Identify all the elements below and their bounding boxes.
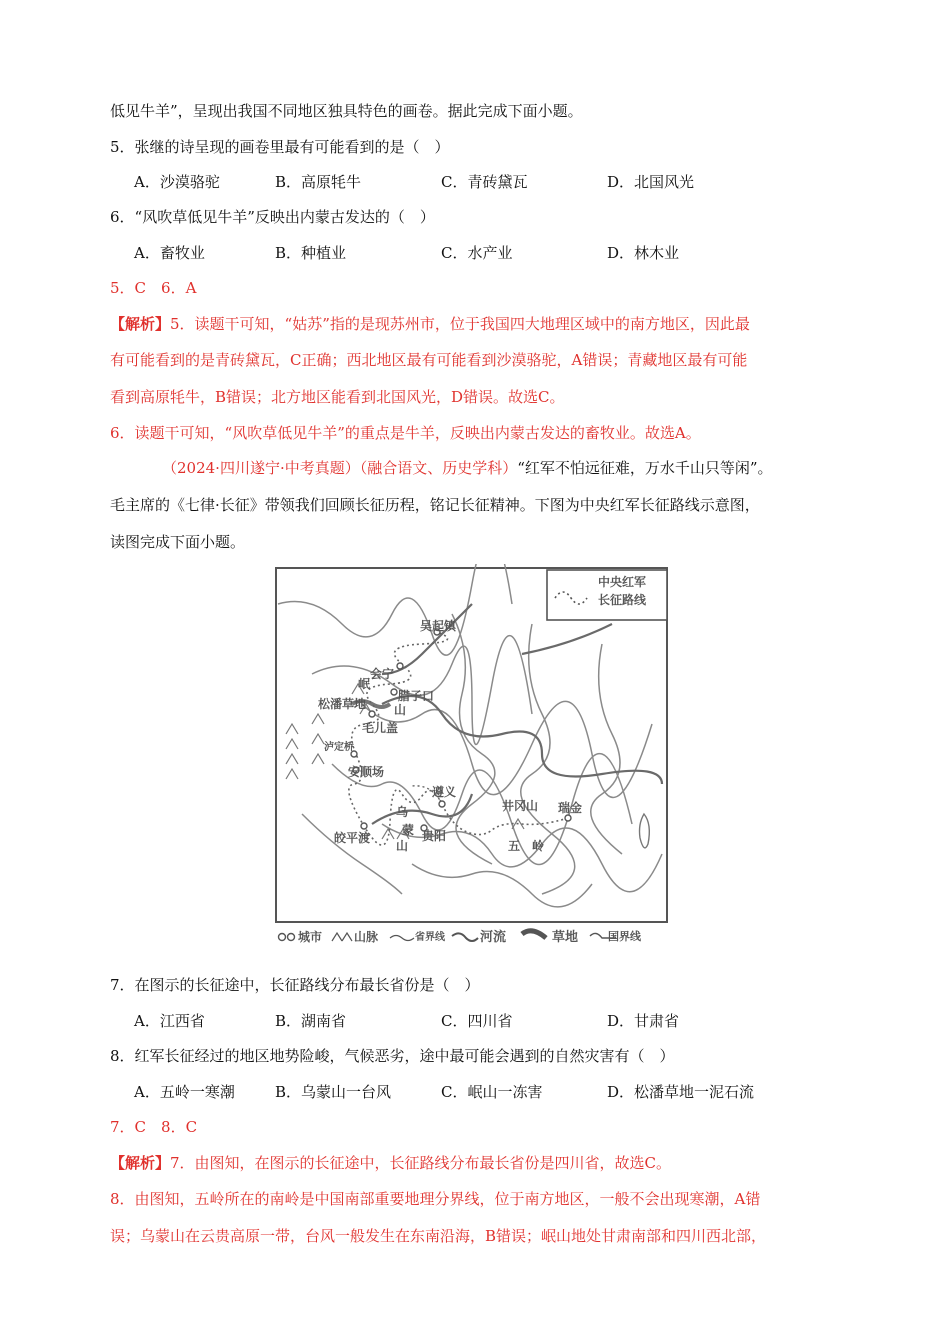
- q8-option-d: D．松潘草地一泥石流: [607, 1083, 755, 1101]
- q7-option-a: A．江西省: [134, 1012, 205, 1030]
- q5-option-a: A．沙漠骆驼: [134, 173, 220, 191]
- analysis-56-line-3: 看到高原牦牛，B错误；北方地区能看到北国风光，D错误。故选C。: [110, 388, 565, 406]
- analysis-78-text-1: 7．由图知，在图示的长征途中，长征路线分布最长省份是四川省，故选C。: [170, 1154, 672, 1172]
- legend-title-2: 长征路线: [598, 593, 647, 607]
- label-anshunchang: 安顺场: [348, 765, 385, 779]
- passage2-quote: “红军不怕远征难，万水千山只等闲”。: [517, 459, 773, 477]
- label-min: 岷: [358, 677, 371, 691]
- label-zunyi: 遵义: [432, 785, 457, 799]
- label-wuqizhen: 吴起镇: [420, 619, 457, 633]
- q5-option-c: C．青砖黛瓦: [441, 173, 528, 191]
- long-march-map: [272, 564, 688, 946]
- label-huining: 会宁: [370, 667, 395, 681]
- passage2-line-1: [162, 458, 773, 478]
- map-bottom-legend: [279, 929, 642, 945]
- q6-option-d: D．林木业: [607, 244, 680, 262]
- passage2-source: （2024·四川遂宁·中考真题）（融合语文、历史学科）: [162, 459, 518, 477]
- q6-option-b: B．种植业: [275, 244, 347, 262]
- label-meng: 蒙: [402, 823, 415, 837]
- legend-river: 河流: [480, 930, 507, 945]
- label-guiyang: 贵阳: [422, 829, 447, 843]
- q5-option-d: D．北国风光: [607, 173, 695, 191]
- q8-option-c: C．岷山一冻害: [441, 1083, 543, 1101]
- label-ruijin: 瑞金: [558, 801, 583, 815]
- legend-mountain: 山脉: [354, 930, 379, 944]
- analysis-56-line-2: 有可能看到的是青砖黛瓦，C正确；西北地区最有可能看到沙漠骆驼，A错误；青藏地区最有可能: [110, 351, 748, 369]
- label-wu: 乌: [396, 805, 409, 819]
- legend-grass-icon: [522, 931, 546, 938]
- legend-mountain-icon: [332, 933, 352, 941]
- analysis-78-line-2: 8．由图知，五岭所在的南岭是中国南部重要地理分界线，位于南方地区，一般不会出现寒潮，A错: [110, 1190, 761, 1208]
- legend-province: 省界线: [415, 932, 445, 943]
- answer-5-6: 5．C 6．A: [110, 279, 197, 297]
- analysis-78-line-1: [110, 1153, 671, 1173]
- q7-option-b: B．湖南省: [275, 1012, 347, 1030]
- legend-title-1: 中央红军: [598, 575, 647, 589]
- legend-province-icon: [390, 936, 414, 941]
- label-maoergai: 毛儿盖: [362, 721, 399, 735]
- analysis-78-line-3: 误；乌蒙山在云贵高原一带，台风一般发生在东南沿海，B错误；岷山地处甘肃南部和四川西北部，: [110, 1227, 767, 1245]
- legend-city-icon: [279, 934, 286, 941]
- passage2-line-2: 毛主席的《七律·长征》带领我们回顾长征历程，铭记长征精神。下图为中央红军长征路线示意图，: [110, 496, 760, 514]
- analysis-tag-2: 【解析】: [110, 1154, 171, 1172]
- q5-option-b: B．高原牦牛: [275, 173, 362, 191]
- label-wuling: 五 岭: [508, 839, 545, 853]
- intro-tail: 低见牛羊”，呈现出我国不同地区独具特色的画卷。据此完成下面小题。: [110, 102, 583, 120]
- q8-stem: 8．红军长征经过的地区地势险峻，气候恶劣，途中最可能会遇到的自然灾害有（ ）: [110, 1047, 675, 1065]
- q8-option-a: A．五岭一寒潮: [134, 1083, 235, 1101]
- legend-city: 城市: [298, 930, 323, 944]
- q6-option-c: C．水产业: [441, 244, 513, 262]
- legend-grass: 草地: [552, 930, 579, 945]
- answer-7-8: 7．C 8．C: [110, 1118, 198, 1136]
- label-jinggang: 井冈山: [502, 799, 539, 813]
- label-songpan: 松潘草地: [318, 697, 367, 711]
- legend-border: 国界线: [608, 930, 641, 943]
- q7-option-d: D．甘肃省: [607, 1012, 680, 1030]
- label-lazikou: 腊子口: [398, 689, 435, 703]
- analysis-56-text-1: 5．读题干可知，“姑苏”指的是现苏州市，位于我国四大地理区域中的南方地区，因此最: [170, 315, 750, 333]
- q6-option-a: A．畜牧业: [134, 244, 205, 262]
- passage2-line-3: 读图完成下面小题。: [110, 533, 246, 551]
- legend-river-icon: [452, 933, 478, 941]
- q6-stem: 6．“风吹草低见牛羊”反映出内蒙古发达的（ ）: [110, 208, 435, 226]
- analysis-56-line-1: [110, 314, 750, 334]
- label-luding: 泸定桥: [324, 742, 354, 753]
- q7-option-c: C．四川省: [441, 1012, 513, 1030]
- analysis-56-line-4: 6．读题干可知，“风吹草低见牛羊”的重点是牛羊，反映出内蒙古发达的畜牧业。故选A。: [110, 424, 701, 442]
- q8-option-b: B．乌蒙山一台风: [275, 1083, 392, 1101]
- q5-stem: 5．张继的诗呈现的画卷里最有可能看到的是（ ）: [110, 138, 450, 156]
- label-shan: 山: [394, 703, 407, 717]
- q7-stem: 7．在图示的长征途中，长征路线分布最长省份是（ ）: [110, 976, 480, 994]
- label-shan2: 山: [396, 839, 409, 853]
- analysis-tag: 【解析】: [110, 315, 171, 333]
- label-jiaopingdu: 皎平渡: [334, 831, 371, 845]
